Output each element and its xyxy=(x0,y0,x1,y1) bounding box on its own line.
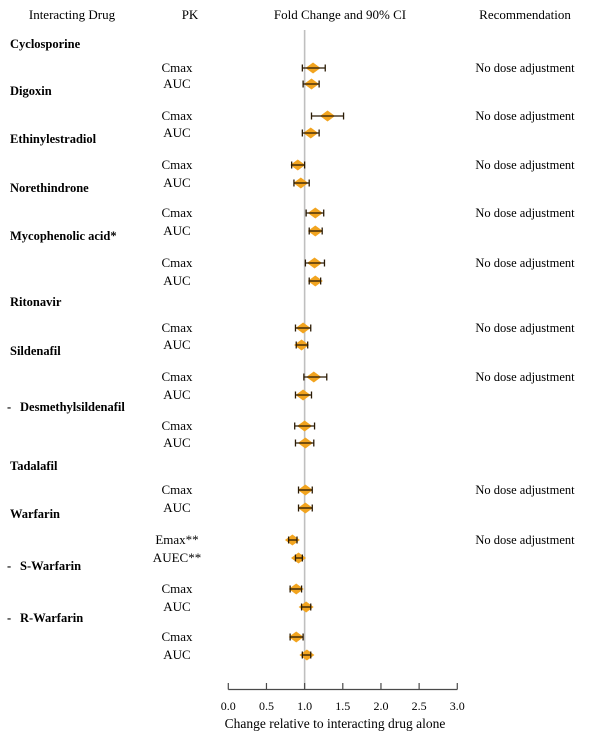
drug-indent-dash: - xyxy=(7,611,12,625)
pk-label: AUEC** xyxy=(152,550,202,565)
drug-label: Norethindrone xyxy=(10,181,89,195)
recommendation-text: No dose adjustment xyxy=(475,370,575,384)
pk-label: Cmax xyxy=(161,418,193,433)
recommendation-text: No dose adjustment xyxy=(475,206,575,220)
pk-label: AUC xyxy=(163,435,191,450)
drug-label: Ritonavir xyxy=(10,295,62,309)
x-tick-label: 0.5 xyxy=(258,699,274,713)
column-header-recommendation: Recommendation xyxy=(479,7,571,22)
drug-label: Desmethylsildenafil xyxy=(20,400,125,414)
recommendation-text: No dose adjustment xyxy=(475,256,575,270)
recommendation-text: No dose adjustment xyxy=(475,158,575,172)
pk-label: Cmax xyxy=(161,157,193,172)
drug-label: Sildenafil xyxy=(10,344,61,358)
recommendation-text: No dose adjustment xyxy=(475,321,575,335)
recommendation-text: No dose adjustment xyxy=(475,533,575,547)
recommendation-text: No dose adjustment xyxy=(475,483,575,497)
drug-label: Digoxin xyxy=(10,84,52,98)
pk-label: AUC xyxy=(163,599,191,614)
drug-label: R-Warfarin xyxy=(20,611,84,625)
x-tick-label: 3.0 xyxy=(449,699,465,713)
pk-label: Cmax xyxy=(161,108,193,123)
recommendation-text: No dose adjustment xyxy=(475,109,575,123)
pk-label: AUC xyxy=(163,337,191,352)
pk-label: AUC xyxy=(163,500,191,515)
x-tick-label: 1.0 xyxy=(297,699,313,713)
drug-indent-dash: - xyxy=(7,559,12,573)
recommendation-text: No dose adjustment xyxy=(475,61,575,75)
x-tick-label: 2.5 xyxy=(411,699,427,713)
pk-label: AUC xyxy=(163,647,191,662)
pk-label: AUC xyxy=(163,76,191,91)
column-header-pk: PK xyxy=(181,7,199,22)
x-tick-label: 0.0 xyxy=(220,699,236,713)
pk-label: AUC xyxy=(163,175,191,190)
pk-label: Emax** xyxy=(155,532,199,547)
pk-label: Cmax xyxy=(161,255,193,270)
x-tick-label: 1.5 xyxy=(335,699,351,713)
column-header-fold-change: Fold Change and 90% CI xyxy=(273,7,407,22)
pk-label: Cmax xyxy=(161,369,193,384)
pk-label: Cmax xyxy=(161,320,193,335)
pk-label: AUC xyxy=(163,273,191,288)
drug-label: Ethinylestradiol xyxy=(10,132,97,146)
x-tick-label: 2.0 xyxy=(373,699,389,713)
drug-label: S-Warfarin xyxy=(20,559,82,573)
pk-label: Cmax xyxy=(161,629,193,644)
pk-label: Cmax xyxy=(161,482,193,497)
drug-label: Cyclosporine xyxy=(10,37,81,51)
pk-label: AUC xyxy=(163,223,191,238)
pk-label: Cmax xyxy=(161,205,193,220)
pk-label: AUC xyxy=(163,125,191,140)
pk-label: Cmax xyxy=(161,60,193,75)
drug-indent-dash: - xyxy=(7,400,12,414)
x-axis-title: Change relative to interacting drug alone xyxy=(224,716,446,731)
drug-label: Tadalafil xyxy=(10,459,58,473)
drug-label: Mycophenolic acid* xyxy=(10,229,117,243)
column-header-interacting-drug: Interacting Drug xyxy=(28,7,116,22)
pk-label: Cmax xyxy=(161,581,193,596)
drug-label: Warfarin xyxy=(10,507,60,521)
pk-label: AUC xyxy=(163,387,191,402)
